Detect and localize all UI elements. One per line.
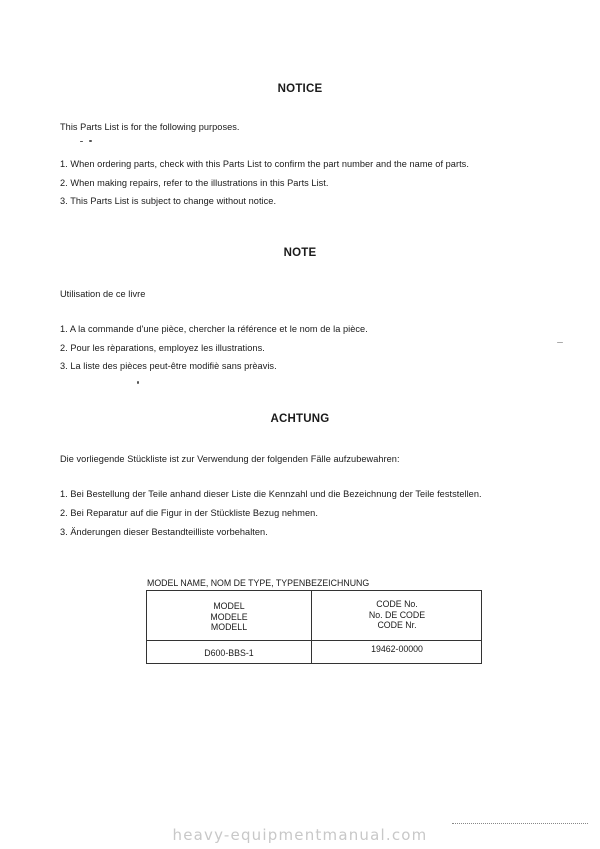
header-code-de: CODE Nr.: [377, 620, 417, 630]
header-code-en: CODE No.: [376, 599, 418, 609]
header-model-cell: [147, 601, 311, 633]
notice-heading: NOTICE: [277, 83, 323, 95]
table-row-divider: [147, 640, 481, 641]
watermark-text: heavy-equipmentmanual.com: [172, 826, 428, 844]
note-item-1: 1. A la commande d'une pièce, chercher la référence et le nom de la pièce.: [60, 324, 368, 334]
note-item-3: 3. La liste des pièces peut-être modifiè sans prèavis.: [60, 361, 277, 371]
achtung-item-2: 2. Bei Reparatur auf die Figur in der Stückliste Bezug nehmen.: [60, 508, 318, 518]
model-table-caption: MODEL NAME, NOM DE TYPE, TYPENBEZEICHNUNG: [147, 578, 370, 588]
scan-dotted-line: [452, 823, 588, 824]
scan-speck: [80, 141, 83, 142]
header-model-de: MODELL: [210, 622, 248, 632]
achtung-intro: Die vorliegende Stückliste ist zur Verwendung der folgenden Fälle aufzubewahren:: [60, 454, 400, 464]
notice-item-2: 2. When making repairs, refer to the illustrations in this Parts List.: [60, 178, 329, 188]
note-item-2: 2. Pour les rèparations, employez les illustrations.: [60, 343, 265, 353]
achtung-item-1: 1. Bei Bestellung der Teile anhand dieser Liste die Kennzahl und die Bezeichnung der Teile feststellen.: [60, 489, 482, 499]
header-code-cell: [312, 599, 482, 631]
note-heading: NOTE: [283, 247, 317, 259]
achtung-item-3: 3. Änderungen dieser Bestandteilliste vorbehalten.: [60, 527, 268, 537]
model-table: [146, 590, 482, 664]
notice-item-1: 1. When ordering parts, check with this Parts List to confirm the part number and the name of parts.: [60, 159, 469, 169]
achtung-heading: ACHTUNG: [270, 413, 330, 425]
header-model-en: MODEL: [213, 601, 245, 611]
header-model-fr: MODELE: [210, 611, 248, 622]
model-value-cell: D600-BBS-1: [204, 648, 254, 658]
note-intro: Utilisation de ce livre: [60, 289, 146, 299]
scan-speck: [89, 140, 92, 142]
header-code-fr: No. DE CODE: [368, 609, 426, 620]
notice-item-3: 3. This Parts List is subject to change without notice.: [60, 196, 277, 206]
notice-intro: This Parts List is for the following purposes.: [60, 122, 240, 132]
code-value-cell: 19462-00000: [371, 644, 423, 654]
scan-speck: [557, 342, 563, 343]
scan-speck: [137, 381, 139, 384]
